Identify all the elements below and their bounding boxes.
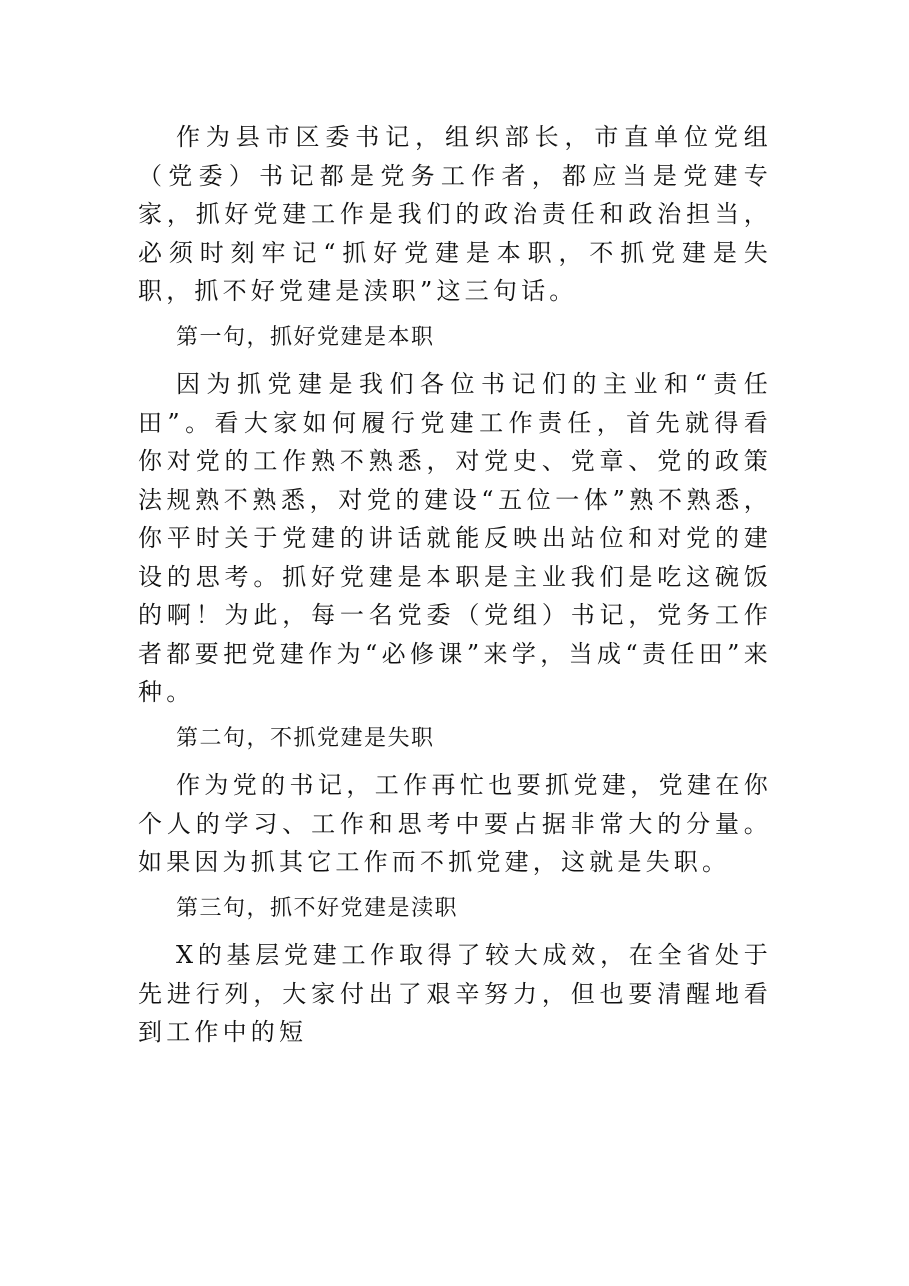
- section-heading-2: 第二句，不抓党建是失职: [176, 725, 435, 751]
- section-3-paragraph: X的基层党建工作取得了较大成效，在全省处于先进行列，大家付出了艰辛努力，但也要清醒地看到工作中的短: [138, 941, 772, 1046]
- document-page: [138, 118, 772, 1060]
- intro-paragraph: 作为县市区委书记，组织部长，市直单位党组（党委）书记都是党务工作者，都应当是党建专家，抓好党建工作是我们的政治责任和政治担当，必须时刻牢记“抓好党建是本职，不抓党建是失职，抓不好党建是渎职”这三句话。: [138, 123, 772, 305]
- section-heading-1: 第一句，抓好党建是本职: [176, 324, 435, 350]
- section-2-paragraph: 作为党的书记，工作再忙也要抓党建，党建在你个人的学习、工作和思考中要占据非常大的分量。如果因为抓其它工作而不抓党建，这就是失职。: [138, 771, 772, 876]
- section-heading-3: 第三句，抓不好党建是渎职: [176, 895, 459, 921]
- section-1-paragraph: 因为抓党建是我们各位书记们的主业和“责任田”。看大家如何履行党建工作责任，首先就得看你对党的工作熟不熟悉，对党史、党章、党的政策法规熟不熟悉，对党的建设“五位一体”熟不熟悉，你平时关于党建的讲话就能反映出站位和对党的建设的思考。抓好党建是本职是主业我们是吃这碗饭的啊！为此，每一名党委（党组）书记，党务工作者都要把党建作为“必修课”来学，当成“责任田”来种。: [138, 370, 772, 706]
